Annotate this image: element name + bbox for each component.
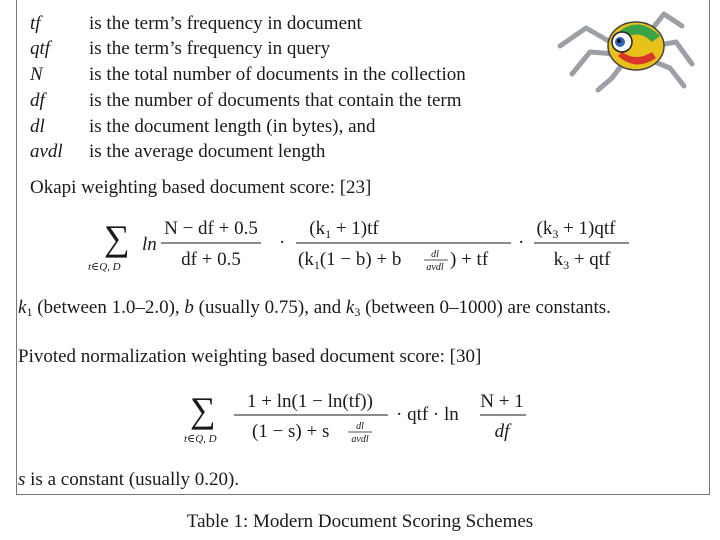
constants-note: $k_1$ (between 1.0–2.0), b (usually 0.75), and $k_3$ (between 0–1000) are constants. xyxy=(18,297,611,319)
definition-symbol: df xyxy=(30,90,45,111)
multiply-dot: · xyxy=(279,232,286,253)
definition-symbol: tf xyxy=(30,13,41,34)
okapi-fraction1-numerator: N − df + 0.5 xyxy=(164,218,258,239)
small-fraction-numerator: dl xyxy=(356,421,364,432)
pivoted-fraction1-numerator: 1 + ln(1 − ln(tf)) xyxy=(247,391,373,412)
pivoted-fraction2-denominator: df xyxy=(494,421,510,442)
okapi-fraction2-numerator: $(k_1 + 1)tf$ xyxy=(309,218,379,241)
definition-symbol: N xyxy=(30,64,43,85)
summation-sign: ∑ xyxy=(190,390,216,430)
summation-subscript: t∈Q, D xyxy=(88,261,121,273)
okapi-fraction3-denominator: $k_3$ + qtf xyxy=(553,249,611,272)
okapi-formula xyxy=(86,218,646,278)
table-caption: Table 1: Modern Document Scoring Schemes xyxy=(186,511,534,532)
pivoted-middle-term: · qtf · ln xyxy=(396,404,459,425)
definition-text: is the average document length xyxy=(89,141,326,162)
multiply-dot: · xyxy=(518,232,525,253)
pivoted-formula xyxy=(184,386,564,446)
pivoted-fraction2-numerator: N + 1 xyxy=(480,391,524,412)
definition-text: is the number of documents that contain the term xyxy=(89,90,462,111)
okapi-fraction2-denominator-tail: ) + tf xyxy=(450,249,489,270)
pivoted-heading: Pivoted normalization weighting based document score: [30] xyxy=(18,346,482,367)
ln-label: ln xyxy=(142,234,157,255)
okapi-fraction1-denominator: df + 0.5 xyxy=(181,249,241,270)
summation-subscript: t∈Q, D xyxy=(184,433,217,445)
okapi-fraction2-denominator: ($k_1(1 - b) + b$ xyxy=(298,249,402,272)
definition-text: is the total number of documents in the collection xyxy=(89,64,466,85)
pivoted-fraction1-denominator: (1 − s) + s xyxy=(252,421,330,442)
s-constant-note: s is a constant (usually 0.20). xyxy=(18,469,240,490)
summation-sign: ∑ xyxy=(104,218,130,258)
okapi-heading: Okapi weighting based document score: [23] xyxy=(30,177,372,198)
spider-icon xyxy=(552,2,700,94)
definition-symbol: qtf xyxy=(30,38,51,59)
small-fraction-denominator: avdl xyxy=(351,434,369,445)
small-fraction-denominator: avdl xyxy=(426,262,444,273)
small-fraction-numerator: dl xyxy=(431,249,439,260)
definition-symbol: avdl xyxy=(30,141,63,162)
definition-text: is the term’s frequency in query xyxy=(89,38,331,59)
definition-text: is the term’s frequency in document xyxy=(89,13,362,34)
definition-text: is the document length (in bytes), and xyxy=(89,116,376,137)
definition-symbol: dl xyxy=(30,116,45,137)
okapi-fraction3-numerator: $(k_3 + 1)qtf$ xyxy=(536,218,616,241)
